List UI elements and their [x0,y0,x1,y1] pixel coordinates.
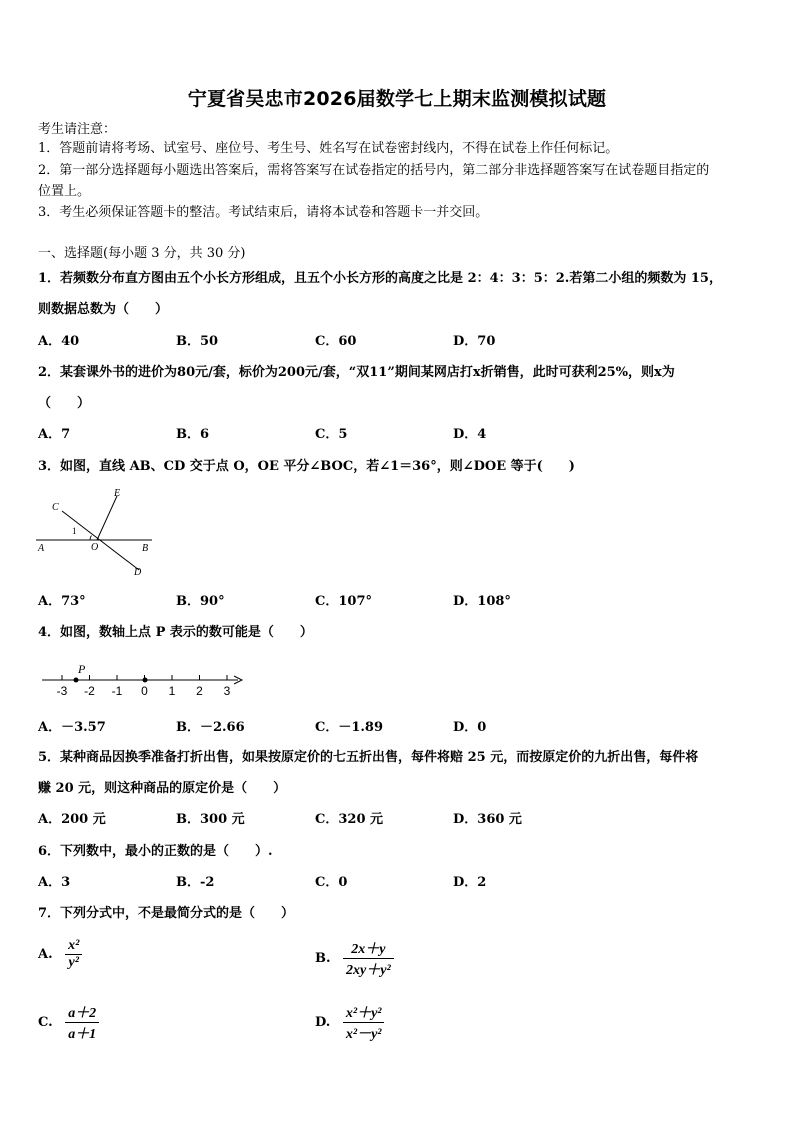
q7-option-d [315,1002,384,1043]
q5-option-d: D．360 元 [453,812,522,827]
label-c: C [52,502,59,513]
label-d: D [134,567,142,578]
notice-item: 1．答题前请将考场、试室号、座位号、考生号、姓名写在试卷密封线内，不得在试卷上作任何标记。 [38,141,619,156]
q4-option-d: D．0 [453,720,487,735]
numerator: 2x＋y [351,942,386,957]
q6-option-b: B．-2 [176,875,215,890]
question-2-line1: 2．某套课外书的进价为80元/套，标价为200元/套，“双11”期间某网店打x折销售，此时可获利25%，则x为 [38,365,675,380]
q2-option-c: C．5 [315,427,348,442]
question-1-line1: 1．若频数分布直方图由五个小长方形组成，且五个小长方形的高度之比是 2：4：3：5：2.若第二小组的频数为 15， [38,271,722,286]
q2-option-b: B．6 [176,427,210,442]
q7-option-a [38,938,82,971]
q3-option-b: B．90° [176,594,225,609]
q2-option-d: D．4 [453,427,487,442]
q7-option-a-label: A. [38,947,53,962]
ray-oe [97,496,117,540]
q4-option-a: A．－3.57 [38,720,106,735]
q3-option-a: A．73° [38,594,86,609]
label-o: O [91,542,99,553]
q3-option-d: D．108° [453,594,511,609]
notice-heading: 考生请注意： [38,122,117,137]
label-e: E [114,488,121,499]
q1-option-b: B．50 [176,334,219,349]
denominator: x²－y² [343,1022,385,1043]
q6-option-c: C．0 [315,875,348,890]
point-zero [143,678,148,683]
notice-item: 3．考生必须保证答题卡的整洁。考试结束后，请将本试卷和答题卡一并交回。 [38,205,489,220]
angle-1-arc [90,536,92,541]
fraction [65,938,82,971]
question-7-line1: 7．下列分式中，不是最简分式的是（ ） [38,906,295,921]
q7-option-b [315,938,394,979]
question-4-line1: 4．如图，数轴上点 P 表示的数可能是（ ） [38,625,313,640]
notice-item: 位置上。 [38,184,91,199]
fraction [65,1002,99,1043]
axis-tick-label: -3 [56,684,68,698]
q1-option-c: C．60 [315,334,357,349]
fraction [343,1002,385,1043]
axis-tick-label: -2 [84,684,95,698]
q1-option-d: D．70 [453,334,496,349]
question-5-line1: 5．某种商品因换季准备打折出售，如果按原定价的七五折出售，每件将赔 25 元，而按原定价的九折出售，每件将 [38,750,699,765]
q7-option-d-label: D. [315,1015,331,1030]
q4-option-c: C．－1.89 [315,720,384,735]
label-p: P [78,662,86,676]
notice-item: 2．第一部分选择题每小题选出答案后，需将答案写在试卷指定的括号内，第二部分非选择题答案写在试卷题目指定的 [38,163,710,178]
question-2-line2: （ ） [38,396,91,411]
axis-tick-label: -1 [111,684,123,698]
numerator: a＋2 [68,1006,97,1021]
q6-option-d: D．2 [453,875,487,890]
number-line-figure [38,660,250,700]
q7-option-b-label: B. [315,951,331,966]
axis-tick-label: 0 [141,684,148,698]
numerator: x² [68,938,80,953]
q5-option-b: B．300 元 [176,812,245,827]
q2-option-a: A．7 [38,427,71,442]
point-p [74,678,79,683]
question-6-line1: 6．下列数中，最小的正数的是（ ）. [38,844,273,859]
label-angle-1: 1 [72,526,77,536]
page-title: 宁夏省吴忠市2026届数学七上期末监测模拟试题 [187,88,607,110]
q7-option-c-label: C. [38,1015,53,1030]
axis-tick-label: 2 [196,684,203,698]
numerator: x²＋y² [345,1006,382,1021]
fraction [343,938,394,979]
q5-option-c: C．320 元 [315,812,384,827]
intersecting-lines-figure [34,484,164,580]
q7-option-c [38,1002,99,1043]
denominator: a＋1 [65,1022,99,1043]
question-5-line2: 赚 20 元，则这种商品的原定价是（ ） [38,781,287,796]
q6-option-a: A．3 [38,875,71,890]
question-1-line2: 则数据总数为（ ） [38,302,169,317]
q4-option-b: B．－2.66 [176,720,245,735]
q1-option-a: A．40 [38,334,80,349]
denominator: 2xy＋y² [343,958,394,979]
question-3-line1: 3．如图，直线 AB、CD 交于点 O，OE 平分∠BOC，若∠1＝36°，则∠DOE 等于( ) [38,459,575,474]
axis-tick-label: 1 [168,684,176,698]
label-a: A [38,543,45,554]
section-heading: 一、选择题(每小题 3 分，共 30 分) [38,246,246,261]
q3-option-c: C．107° [315,594,372,609]
denominator: y² [65,954,82,971]
q5-option-a: A．200 元 [38,812,106,827]
axis-tick-label: 3 [223,684,231,698]
label-b: B [142,543,149,554]
